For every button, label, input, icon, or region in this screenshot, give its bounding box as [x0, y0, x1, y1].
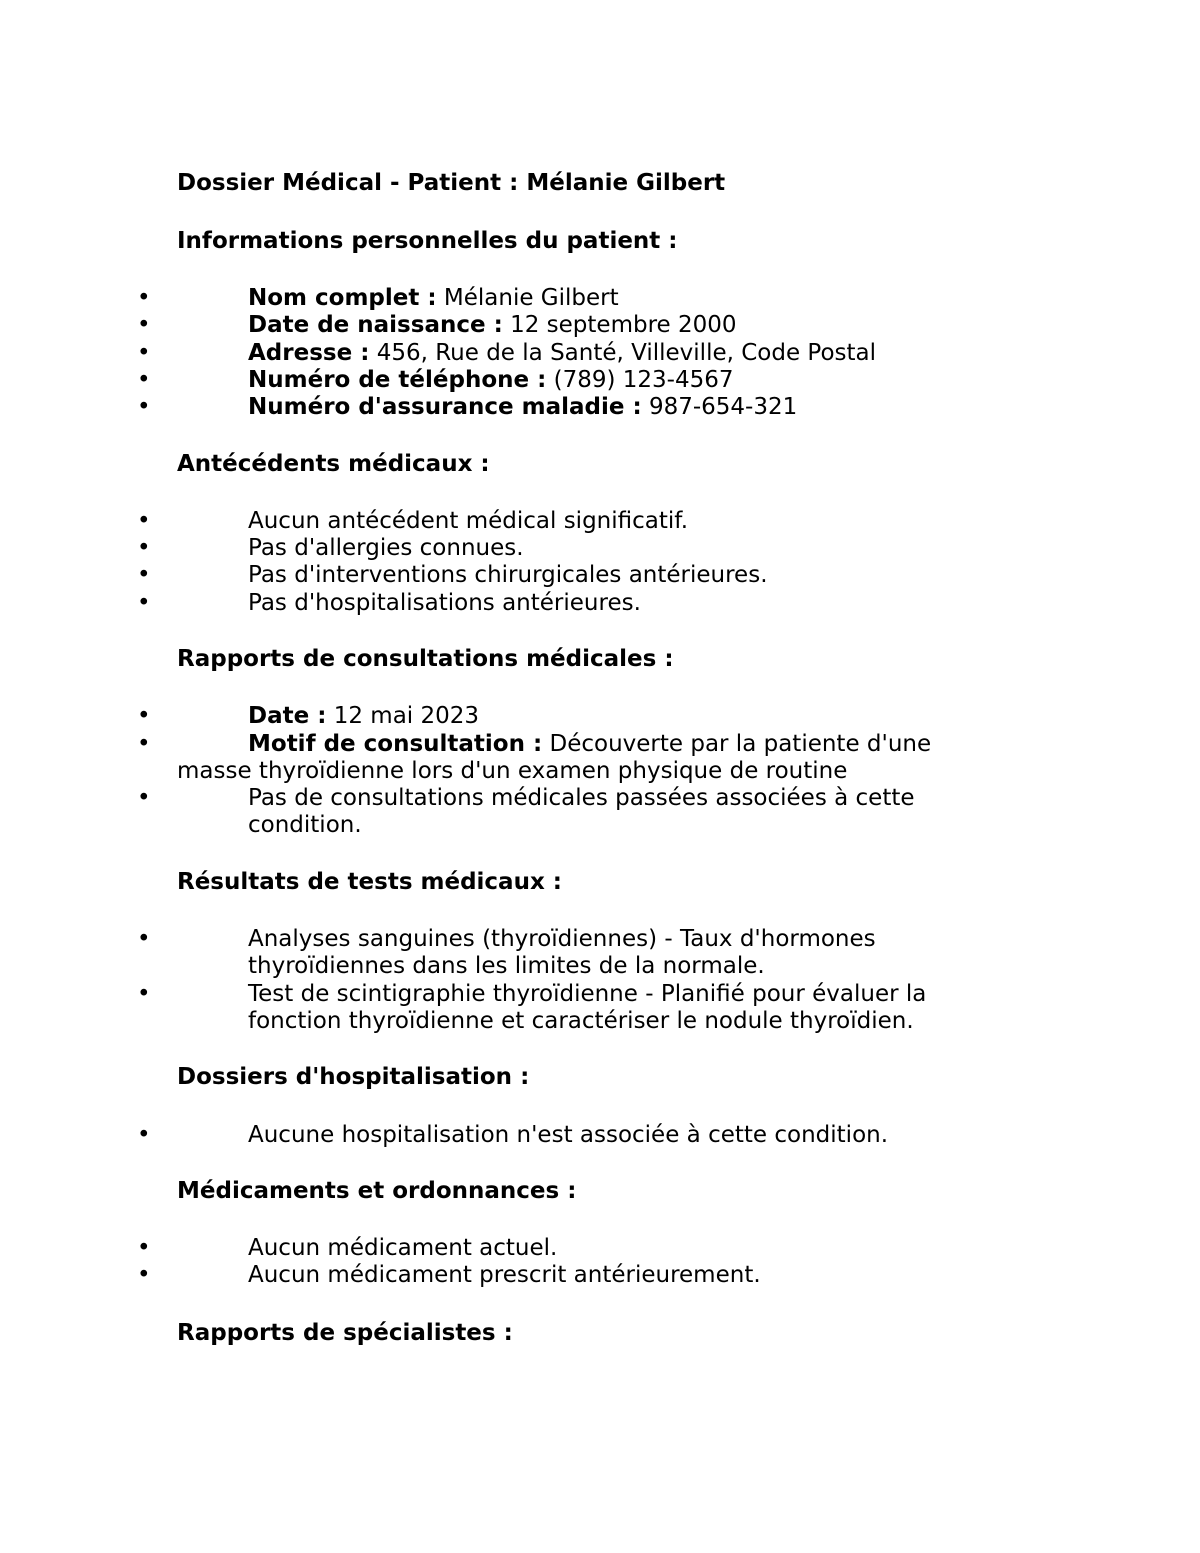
item-text: Pas de consultations médicales passées associées à cette condition. [248, 785, 915, 838]
list-item [137, 1122, 957, 1149]
field-value: (789) 123-4567 [546, 367, 734, 393]
field-label: Date : [248, 703, 327, 729]
field-label: Nom complet : [248, 285, 437, 311]
section-heading-history: Antécédents médicaux : [177, 451, 490, 477]
item-text: Aucun médicament prescrit antérieurement. [248, 1262, 761, 1288]
bullet-icon: • [137, 1122, 151, 1148]
field-value: Découverte par la patiente d'une masse thyroïdienne lors d'un examen physique de routine [177, 731, 932, 784]
section-heading-consultations: Rapports de consultations médicales : [177, 646, 674, 672]
list-item [137, 981, 957, 1035]
bullet-icon: • [137, 285, 151, 311]
field-value: 987-654-321 [641, 394, 798, 420]
list-item [137, 508, 957, 535]
bullet-icon: • [137, 731, 151, 757]
item-text: Test de scintigraphie thyroïdienne - Planifié pour évaluer la fonction thyroïdienne et caractériser le nodule thyroïdien. [248, 981, 927, 1034]
bullet-icon: • [137, 1262, 151, 1288]
field-label: Date de naissance : [248, 312, 503, 338]
list-item [137, 535, 957, 562]
list-item [137, 340, 957, 367]
bullet-icon: • [137, 703, 151, 729]
list-item [137, 1235, 957, 1262]
item-text: Aucun antécédent médical significatif. [248, 508, 689, 534]
bullet-icon: • [137, 785, 151, 811]
bullet-icon: • [137, 340, 151, 366]
section-heading-specialists: Rapports de spécialistes : [177, 1320, 513, 1346]
list-item [137, 285, 957, 312]
bullet-icon: • [137, 394, 151, 420]
list-item [137, 731, 957, 785]
item-text: Aucune hospitalisation n'est associée à cette condition. [248, 1122, 889, 1148]
field-label: Adresse : [248, 340, 370, 366]
bullet-icon: • [137, 508, 151, 534]
list-item [137, 312, 957, 339]
field-value: 12 mai 2023 [326, 703, 480, 729]
document-title: Dossier Médical - Patient : Mélanie Gilbert [177, 170, 726, 196]
list-item [137, 703, 957, 730]
item-text: Aucun médicament actuel. [248, 1235, 558, 1261]
item-text: Analyses sanguines (thyroïdiennes) - Taux d'hormones thyroïdiennes dans les limites de la normale. [248, 926, 876, 979]
section-heading-medications: Médicaments et ordonnances : [177, 1178, 577, 1204]
list-item [137, 785, 957, 839]
list-item [137, 367, 957, 394]
field-label: Motif de consultation : [248, 731, 543, 757]
field-value: 456, Rue de la Santé, Villeville, Code Postal [369, 340, 877, 366]
bullet-icon: • [137, 590, 151, 616]
item-text: Pas d'interventions chirurgicales antérieures. [248, 562, 768, 588]
section-heading-hospital: Dossiers d'hospitalisation : [177, 1064, 530, 1090]
list-item [137, 1262, 957, 1289]
field-label: Numéro d'assurance maladie : [248, 394, 642, 420]
list-item [137, 562, 957, 589]
item-text: Pas d'hospitalisations antérieures. [248, 590, 641, 616]
bullet-icon: • [137, 1235, 151, 1261]
list-item [137, 926, 957, 980]
bullet-icon: • [137, 367, 151, 393]
bullet-icon: • [137, 926, 151, 952]
bullet-icon: • [137, 312, 151, 338]
list-item [137, 394, 957, 421]
bullet-icon: • [137, 981, 151, 1007]
field-value: 12 septembre 2000 [502, 312, 737, 338]
section-heading-tests: Résultats de tests médicaux : [177, 869, 562, 895]
item-text: Pas d'allergies connues. [248, 535, 524, 561]
list-item [137, 590, 957, 617]
section-heading-personal: Informations personnelles du patient : [177, 228, 678, 254]
bullet-icon: • [137, 562, 151, 588]
field-label: Numéro de téléphone : [248, 367, 547, 393]
bullet-icon: • [137, 535, 151, 561]
field-value: Mélanie Gilbert [436, 285, 619, 311]
